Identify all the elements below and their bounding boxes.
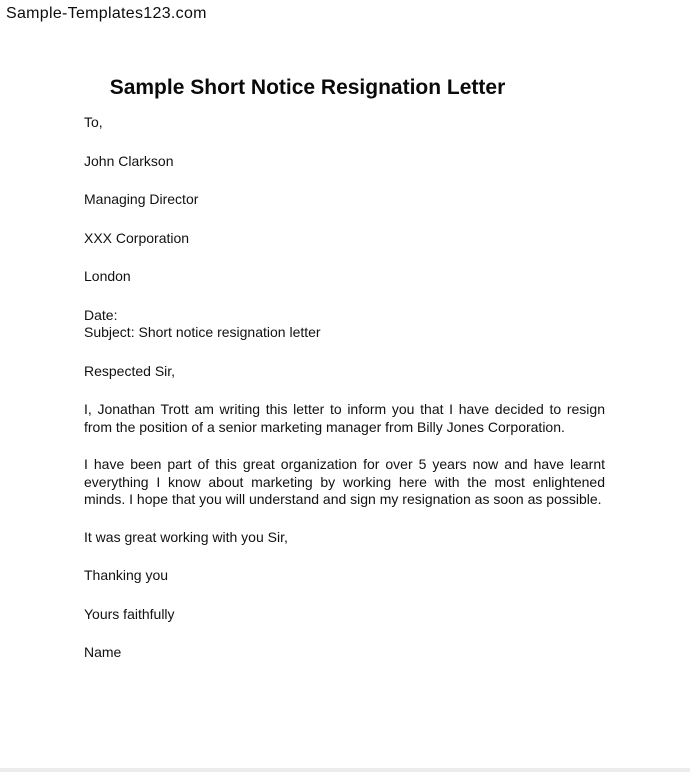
body-paragraph: I have been part of this great organization for over 5 years now and have learnt everything I know about marketing by working here with the most enlightened minds. I hope that you will understand and sign my resignation as soon as possible. <box>84 456 605 507</box>
letter-content <box>84 0 605 683</box>
closing-faithfully: Yours faithfully <box>84 605 175 622</box>
greeting-line: Respected Sir, <box>84 362 176 379</box>
signature-name-placeholder: Name <box>84 644 122 660</box>
closing-remark: It was great working with you Sir, <box>84 528 288 545</box>
letter-title: Sample Short Notice Resignation Letter <box>109 76 506 99</box>
body-paragraph: I, Jonathan Trott am writing this letter to inform you that I have decided to resign from the position of a senior marketing manager from Billy Jones Corporation. <box>84 401 605 435</box>
recipient-company: XXX Corporation <box>84 229 190 246</box>
closing-thanks: Thanking you <box>84 567 169 583</box>
recipient-city: London <box>84 268 131 284</box>
salutation-to: To, <box>84 114 103 130</box>
site-watermark: Sample-Templates123.com <box>6 5 207 22</box>
date-line: Date: <box>84 306 118 323</box>
recipient-position: Managing Director <box>84 191 199 207</box>
subject-line: Subject: Short notice resignation letter <box>84 324 321 340</box>
page-bottom-edge <box>0 768 690 772</box>
recipient-name: John Clarkson <box>84 152 174 169</box>
